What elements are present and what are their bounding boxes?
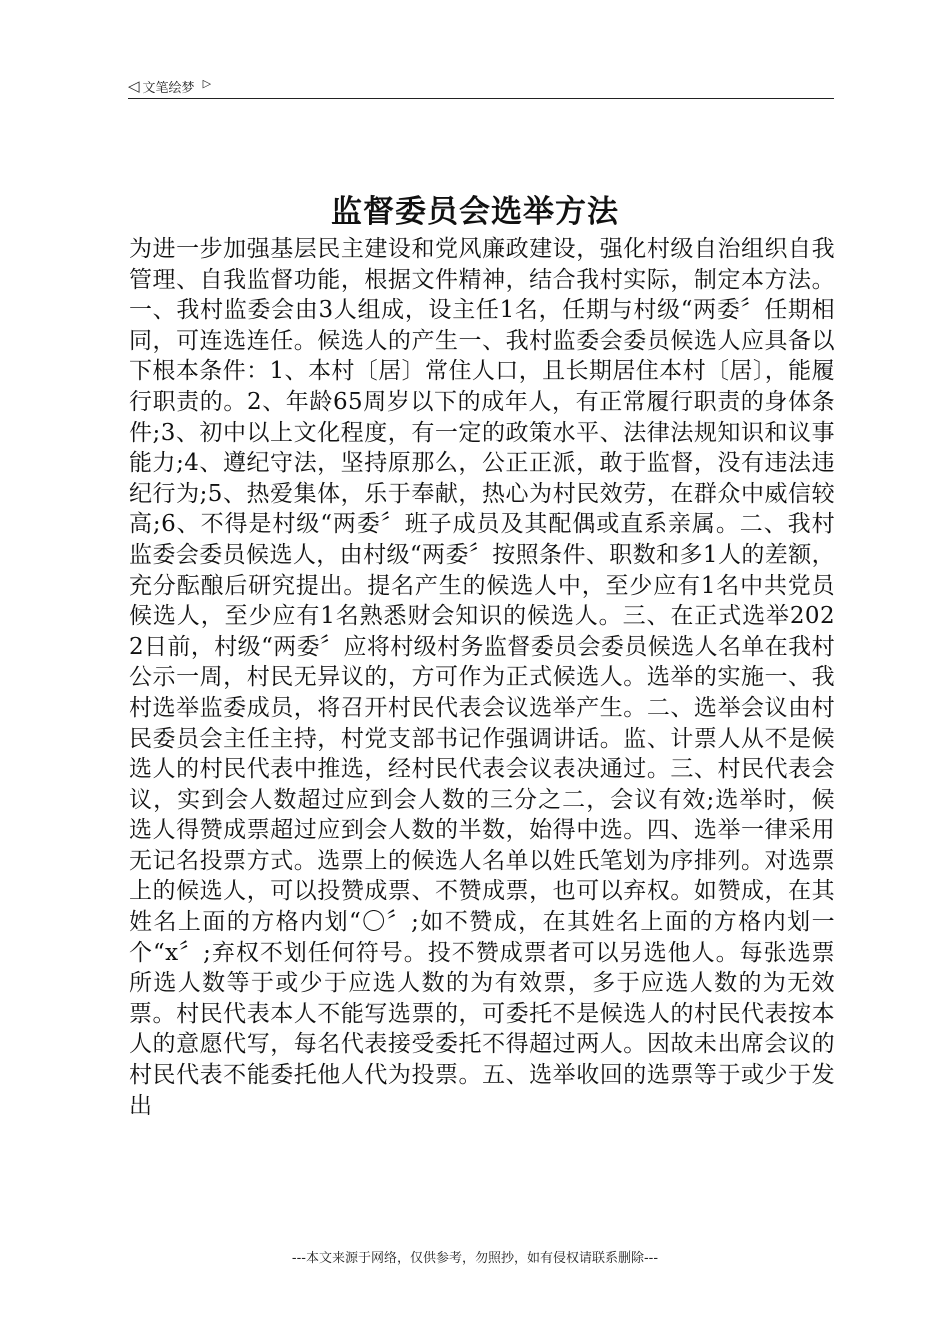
triangle-right-icon: ▷ <box>202 76 212 90</box>
header-brand: 文笔绘梦 <box>142 80 195 96</box>
triangle-left-icon: ◁ <box>128 76 140 95</box>
document-title: 监督委员会选举方法 <box>331 194 619 230</box>
document-body: 为进一步加强基层民主建设和党风廉政建设，强化村级自治组织自我管理、自我监督功能，根据文件精神，结合我村实际，制定本方法。一、我村监委会由3人组成，设主任1名，任期与村级“两委〞任期相同，可连选连任。候选人的产生一、我村监委会委员候选人应具备以下根本条件：1、本村〔居〕常住人口，且长期居住本村〔居〕，能履行职责的。2、年龄65周岁以下的成年人，有正常履行职责的身体条件;3、初中以上文化程度，有一定的政策水平、法律法规知识和议事能力;4、遵纪守法，坚持原那么，公正正派，敢于监督，没有违法违纪行为;5、热爱集体，乐于奉献，热心为村民效劳，在群众中威信较高;6、不得是村级“两委〞班子成员及其配偶或直系亲属。二、我村监委会委员候选人，由村级“两委〞按照条件、职数和多1人的差额，充分酝酿后研究提出。提名产生的候选人中，至少应有1名中共党员候选人，至少应有1名熟悉财会知识的候选人。三、在正式选举2022日前，村级“两委〞应将村级村务监督委员会委员候选人名单在我村公示一周，村民无异议的，方可作为正式候选人。选举的实施一、我村选举监委成员，将召开村民代表会议选举产生。二、选举会议由村民委员会主任主持，村党支部书记作强调讲话。监、计票人从不是候选人的村民代表中推选，经村民代表会议表决通过。三、村民代表会议，实到会人数超过应到会人数的三分之二，会议有效;选举时，候选人得赞成票超过应到会人数的半数，始得中选。四、选举一律采用无记名投票方式。选票上的候选人名单以姓氏笔划为序排列。对选票上的候选人，可以投赞成票、不赞成票，也可以弃权。如赞成，在其姓名上面的方格内划“〇〞;如不赞成，在其姓名上面的方格内划一个“x〞;弃权不划任何符号。投不赞成票者可以另选他人。每张选票所选人数等于或少于应选人数的为有效票，多于应选人数的为无效票。村民代表本人不能写选票的，可委托不是候选人的村民代表按本人的意愿代写，每名代表接受委托不得超过两人。因故未出席会议的村民代表不能委托他人代为投票。五、选举收回的选票等于或少于发出 <box>129 236 835 1119</box>
page-header <box>128 74 834 99</box>
footer-notice: ---本文来源于网络，仅供参考，勿照抄，如有侵权请联系删除--- <box>291 1251 659 1266</box>
